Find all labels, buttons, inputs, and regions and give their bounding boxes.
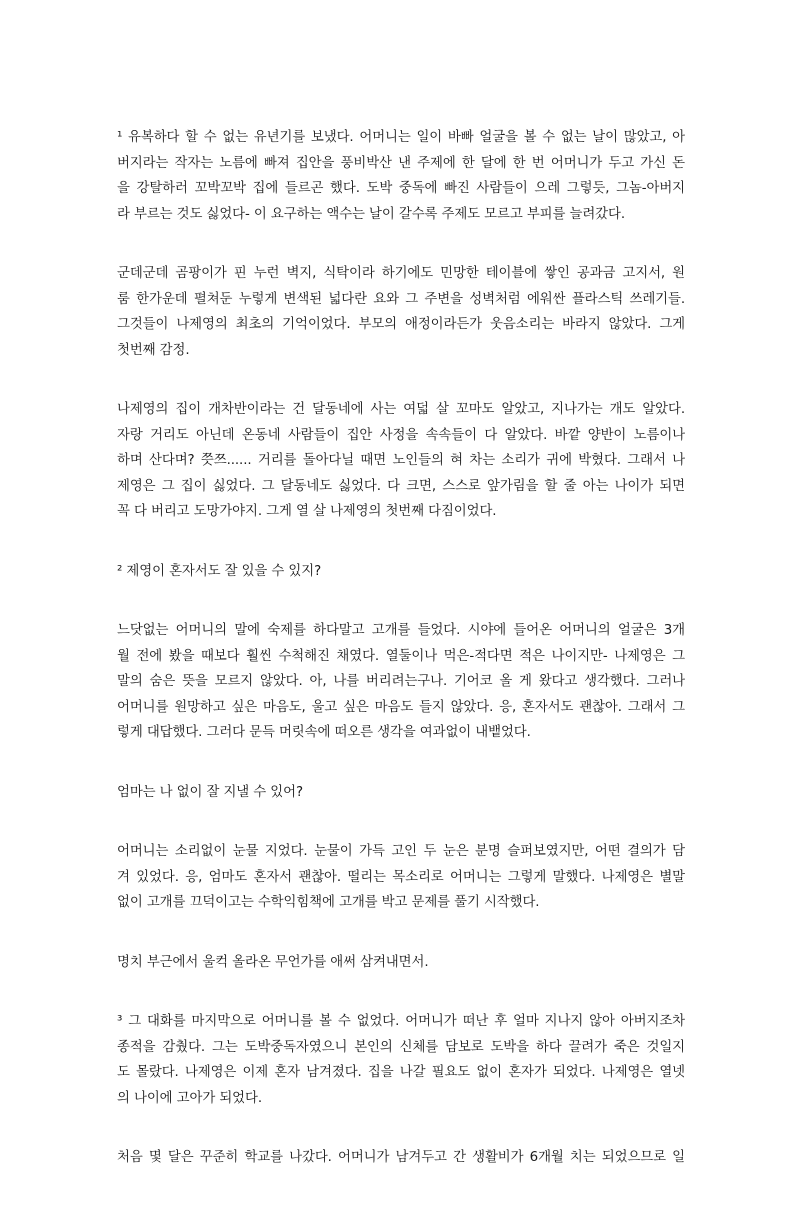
text-line: 버지라는 작자는 노름에 빠져 집안을 풍비박산 낸 주제에 한 달에 한 번 어머니가 두고 가신 돈	[117, 155, 685, 171]
text-line: 말의 숨은 뜻을 모르지 않았다. 아, 나를 버리려는구나. 기어코 올 게 왔다고 생각했다. 그러나	[117, 674, 685, 689]
text-line: 나제영의 집이 개차반이라는 건 달동네에 사는 여덟 살 꼬마도 알았고, 지나가는 개도 알았다.	[117, 402, 685, 417]
text-line: 자랑 거리도 아닌데 온동네 사람들이 집안 사정을 속속들이 다 알았다. 바깥 양반이 노름이나	[117, 427, 685, 443]
text-line: 의 나이에 고아가 되었다.	[117, 1090, 262, 1106]
text-line: ² 제영이 혼자서도 잘 있을 수 있지?	[117, 563, 322, 579]
text-line: 종적을 감췄다. 그는 도박중독자였으니 본인의 신체를 담보로 도박을 하다 끌려가 죽은 것일지	[117, 1039, 685, 1055]
text-line: 월 전에 봤을 때보다 훨씬 수척해진 채였다. 열둘이나 먹은-적다면 적은 나이지만- 나제영은 그	[117, 648, 685, 664]
paragraph-2	[117, 261, 685, 363]
paragraph-10	[117, 1145, 685, 1171]
text-line: 룸 한가운데 펼쳐둔 누렇게 변색된 넓다란 요와 그 주변을 성벽처럼 에워싼 플라스틱 쓰레기들.	[117, 291, 685, 307]
text-line: 그것들이 나제영의 최초의 기억이었다. 부모의 애정이라든가 웃음소리는 바라지 않았다. 그게	[117, 317, 685, 332]
text-line: 느닷없는 어머니의 말에 숙제를 하다말고 고개를 들었다. 시야에 들어온 어머니의 얼굴은 3개	[117, 623, 685, 638]
text-line: 없이 고개를 끄덕이고는 수학익힘책에 고개를 박고 문제를 풀기 시작했다.	[117, 895, 540, 910]
text-line: ¹ 유복하다 할 수 없는 유년기를 보냈다. 어머니는 일이 바빠 얼굴을 볼 수 없는 날이 많았고, 아	[117, 130, 685, 145]
text-line: 군데군데 곰팡이가 핀 누런 벽지, 식탁이라 하기에도 민망한 테이블에 쌓인 공과금 고지서, 원	[117, 266, 685, 281]
paragraph-9	[117, 1009, 685, 1111]
text-line: 어머니는 소리없이 눈물 지었다. 눈물이 가득 고인 두 눈은 분명 슬퍼보였지만, 어떤 결의가 담	[117, 844, 685, 859]
text-line: 명치 부근에서 울컥 올라온 무언가를 애써 삼켜내면서.	[117, 954, 429, 970]
paragraph-5	[117, 618, 685, 746]
text-line: 겨 있었다. 응, 엄마도 혼자서 괜찮아. 떨리는 목소리로 어머니는 그렇게 말했다. 나제영은 별말	[117, 869, 685, 885]
paragraph-7	[117, 839, 685, 916]
paragraph-1	[117, 125, 685, 227]
text-line: 을 강탈하러 꼬박꼬박 집에 들르곤 했다. 도박 중독에 빠진 사람들이 으레 그렇듯, 그놈-아버지	[117, 181, 685, 196]
text-line: 하며 산다며? 쯧쯔...... 거리를 돌아다닐 때면 노인들의 혀 차는 소리가 귀에 박혔다. 그래서 나	[117, 453, 685, 468]
paragraph-4	[117, 559, 685, 585]
text-line: 라 부르는 것도 싫었다- 이 요구하는 액수는 날이 갈수록 주제도 모르고 부피를 늘려갔다.	[117, 206, 626, 222]
text-line: 도 몰랐다. 나제영은 이제 혼자 남겨졌다. 집을 나갈 필요도 없이 혼자가 되었다. 나제영은 열넷	[117, 1065, 685, 1080]
text-line: ³ 그 대화를 마지막으로 어머니를 볼 수 없었다. 어머니가 떠난 후 얼마 지나지 않아 아버지조차	[117, 1014, 685, 1029]
text-line: 어머니를 원망하고 싶은 마음도, 울고 싶은 마음도 들지 않았다. 응, 혼자서도 괜찮아. 그래서 그	[117, 699, 685, 715]
text-line: 제영은 그 집이 싫었다. 그 달동네도 싫었다. 다 크면, 스스로 앞가림을 할 줄 아는 나이가 되면	[117, 478, 685, 494]
text-line: 렇게 대답했다. 그러다 문득 머릿속에 떠오른 생각을 여과없이 내뱉었다.	[117, 725, 531, 740]
paragraph-8	[117, 950, 685, 976]
document-page	[117, 125, 685, 1205]
text-line: 첫번째 감정.	[117, 342, 190, 358]
text-line: 처음 몇 달은 꾸준히 학교를 나갔다. 어머니가 남겨두고 간 생활비가 6개월 치는 되었으므로 일	[117, 1150, 685, 1165]
text-line: 꼭 다 버리고 도망가야지. 그게 열 살 나제영의 첫번째 다짐이었다.	[117, 504, 497, 519]
text-line: 엄마는 나 없이 잘 지낼 수 있어?	[117, 784, 303, 800]
paragraph-3	[117, 397, 685, 525]
paragraph-6	[117, 780, 685, 806]
